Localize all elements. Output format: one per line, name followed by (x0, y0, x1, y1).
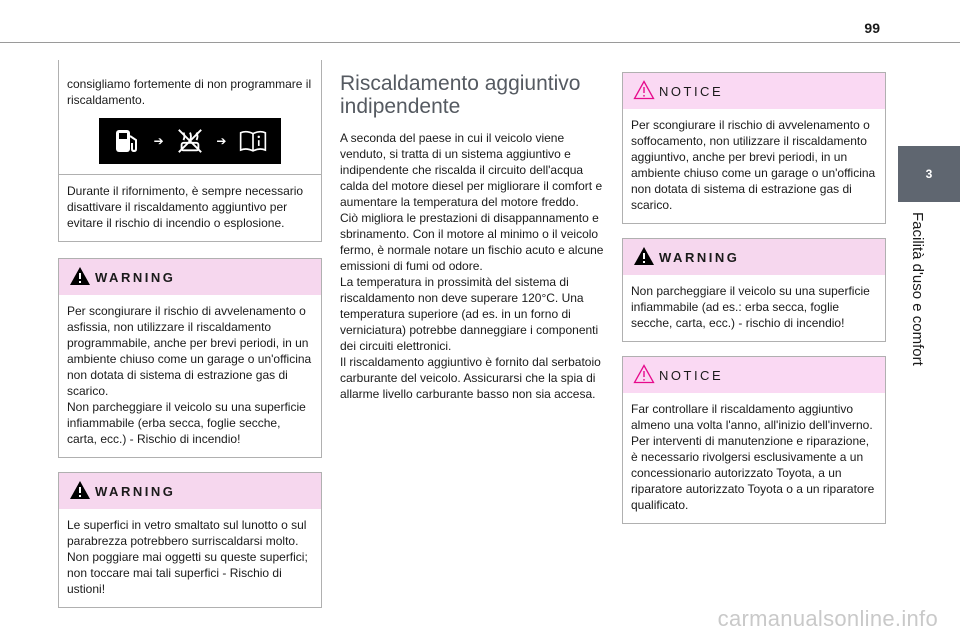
column-left (58, 60, 322, 622)
warning-triangle-icon (69, 480, 91, 500)
intro-box (58, 60, 322, 242)
warning-header (59, 473, 321, 509)
warning-triangle-icon (633, 246, 655, 266)
no-heater-icon (176, 126, 204, 156)
intro-bottom-text: Durante il rifornimento, è sempre necessario disattivare il riscaldamento aggiuntivo per evitare il rischio di incendio o esplosione. (67, 184, 304, 230)
fuel-pump-icon (113, 126, 141, 156)
warning-title: WARNING (95, 483, 176, 499)
arrow-right-icon: ➔ (216, 134, 227, 148)
page-number: 99 (864, 20, 880, 36)
warning-header (623, 239, 885, 275)
manual-book-icon (239, 126, 267, 156)
notice-header (623, 73, 885, 109)
notice-title: NOTICE (659, 83, 724, 99)
warning-box-fire (622, 238, 886, 342)
warning-text: Per scongiurare il rischio di avvelenamento o asfissia, non utilizzare il riscaldamento programmabile, anche per brevi periodi, in un ambiente chiuso come un garage o un'officina non dotata di sistema di estrazione gas di scarico. Non parcheggiare il veicolo su una superficie infiammabile (erba secca, foglie secche, carta, ecc.) - Rischio di incendio! (67, 304, 312, 446)
watermark[interactable]: carmanualsonline.info (717, 606, 938, 631)
intro-divider (59, 174, 321, 175)
section-title: Riscaldamento aggiuntivo indipendente (340, 72, 581, 118)
warning-title: WARNING (659, 249, 740, 265)
warning-header (59, 259, 321, 295)
column-middle (340, 72, 606, 402)
column-right (622, 72, 886, 538)
header-divider (0, 42, 960, 43)
warning-box-asphyxia (58, 258, 322, 458)
warning-triangle-icon (69, 266, 91, 286)
notice-text: Per scongiurare il rischio di avvelenamento o soffocamento, non utilizzare il riscaldamento aggiuntivo, anche per brevi periodi, in un ambiente chiuso come un garage o un'officina non dotata di sistema di estrazione gas di scarico. (631, 118, 876, 212)
warning-title: WARNING (95, 269, 176, 285)
section-body: A seconda del paese in cui il veicolo viene venduto, si tratta di un sistema aggiuntivo e indipendente che riscalda il circuito dell'acqua calda del motore diesel per migliorare il comfort e aumentare la temperatura del motore freddo. Ciò migliora le prestazioni di disappannamento e sbrinamento. Con il motore al minimo o il veicolo fermo, è normale notare un fischio acuto e alcune emissioni di fumi od odore. La temperatura in prossimità del sistema di riscaldamento non deve superare 120°C. Una temperatura superiore (ad es. in un forno di verniciatura) potrebbe danneggiare i componenti dei circuiti elettronici. Il riscaldamento aggiuntivo è fornito dal serbatoio carburante del veicolo. Assicurarsi che la spia di allarme livello carburante basso non sia accesa. (340, 131, 604, 401)
notice-text: Far controllare il riscaldamento aggiuntivo almeno una volta l'anno, all'inizio dell'inverno. Per interventi di manutenzione e riparazione, è necessario rivolgersi esclusivamente a un concessionario autorizzato Toyota, a un riparatore autorizzato Toyota o a un riparatore qualificato. (631, 402, 875, 512)
warning-text: Le superfici in vetro smaltato sul lunotto o sul parabrezza potrebbero surriscaldarsi molto. Non poggiare mai oggetti su queste superfici; non toccare mai tali superfici - Rischio di ustioni! (67, 518, 308, 596)
notice-box-maintenance (622, 356, 886, 524)
arrow-right-icon: ➔ (153, 134, 164, 148)
refuel-pictograms (99, 118, 281, 164)
warning-text: Non parcheggiare il veicolo su una superficie infiammabile (ad es.: erba secca, foglie secche, carta, ecc.) - rischio di incendio! (631, 284, 870, 330)
intro-top-text: consigliamo fortemente di non programmare il riscaldamento. (67, 77, 312, 107)
notice-triangle-icon (633, 364, 655, 384)
notice-title: NOTICE (659, 367, 724, 383)
warning-box-burns (58, 472, 322, 608)
chapter-tab[interactable]: 3 (898, 146, 960, 202)
notice-header (623, 357, 885, 393)
notice-box-poisoning (622, 72, 886, 224)
notice-triangle-icon (633, 80, 655, 100)
chapter-title: Facilità d'uso e comfort (909, 212, 926, 366)
